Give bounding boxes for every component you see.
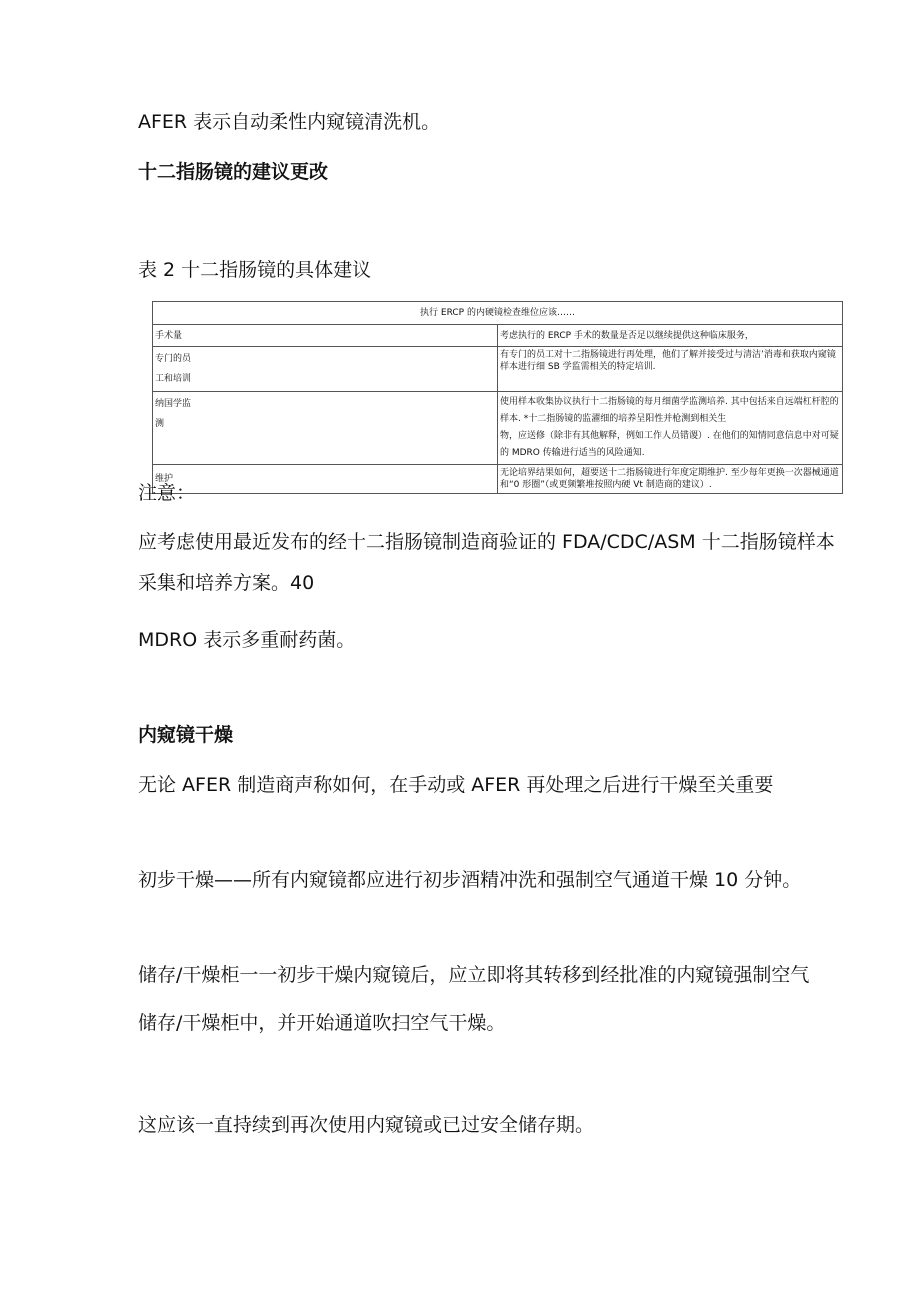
- row-text-staff: 有专门的员工对十二指肠镜进行再处理，他们了解并接受过与清洁’消毒和获取内窥镜样本进行细 SB 学监需相关的特定培训.: [498, 347, 843, 392]
- row-text-surveillance: [498, 392, 843, 465]
- row-text-volume: 考虑执行的 ERCP 手术的数量是否足以继续提供这种临床服务，: [498, 325, 843, 347]
- duodenoscope-heading: 十二指肠镜的建议更改: [138, 161, 329, 183]
- note-line-1: 应考虑使用最近发布的经十二指肠镜制造商验证的 FDA/CDC/ASM 十二指肠镜样本: [138, 531, 835, 553]
- row-label-surveillance: [153, 392, 498, 465]
- row-label-surveillance-line1: 纳国学监: [155, 399, 192, 409]
- table-title: 表 2 十二指肠镜的具体建议: [138, 259, 372, 281]
- storage-line-2: 储存/干燥柜中，并开始通道吹扫空气干燥。: [138, 1012, 506, 1034]
- continue-drying: 这应该一直持续到再次使用内窥镜或已过安全储存期。: [138, 1114, 595, 1136]
- row-text-surveillance-line1: 使用样本收集协议执行十二指肠镜的每月细菌学监测培养. 其中包括来自远端杠杆腔的样本. *十二指肠镜的监濯细的培养呈阳性并枪测到相关生: [500, 397, 839, 424]
- initial-drying: 初步干燥——所有内窥镜都应进行初步酒精冲洗和强制空气通道干燥 10 分钟。: [138, 869, 802, 891]
- table-caption: 执行 ERCP 的内硬镜检查维位应该……: [153, 302, 843, 325]
- row-label-staff: [153, 347, 498, 392]
- mdro-definition: MDRO 表示多重耐药菌。: [138, 629, 356, 651]
- row-label-staff-line1: 专门的员: [155, 354, 192, 364]
- storage-line-1: 储存/干燥柜一一初步干燥内窥镜后，应立即将其转移到经批准的内窥镜强制空气: [138, 964, 810, 986]
- row-label-staff-line2: 工和培训: [155, 374, 192, 384]
- drying-intro: 无论 AFER 制造商声称如何，在手动或 AFER 再处理之后进行干燥至关重要: [138, 774, 774, 796]
- row-label-maintenance: 维护: [153, 465, 498, 494]
- recommendations-table: [152, 301, 843, 494]
- row-label-volume: 手术量: [153, 325, 498, 347]
- row-text-maintenance: 无论培界结果如何，超要送十二指肠镜进行年度定期维护. 至少每年更换一次器械通道和“0 形圈”（或更频繁堆按照内硬 Vt 制造商的建议）.: [498, 465, 843, 494]
- note-line-2: 采集和培养方案。40: [138, 572, 315, 594]
- note-label: 注意：: [138, 482, 196, 504]
- afer-definition: AFER 表示自动柔性内窥镜清洗机。: [138, 111, 441, 133]
- row-label-surveillance-line2: 测: [155, 419, 165, 429]
- endoscope-drying-heading: 内窥镜干燥: [138, 724, 234, 746]
- row-text-surveillance-line2: 物，应送修（除非有其他解释，例如工作人员错谡）. 在他们的知情同意信息中对可疑的 MDRO 传输进行适当的风险通知.: [500, 431, 839, 458]
